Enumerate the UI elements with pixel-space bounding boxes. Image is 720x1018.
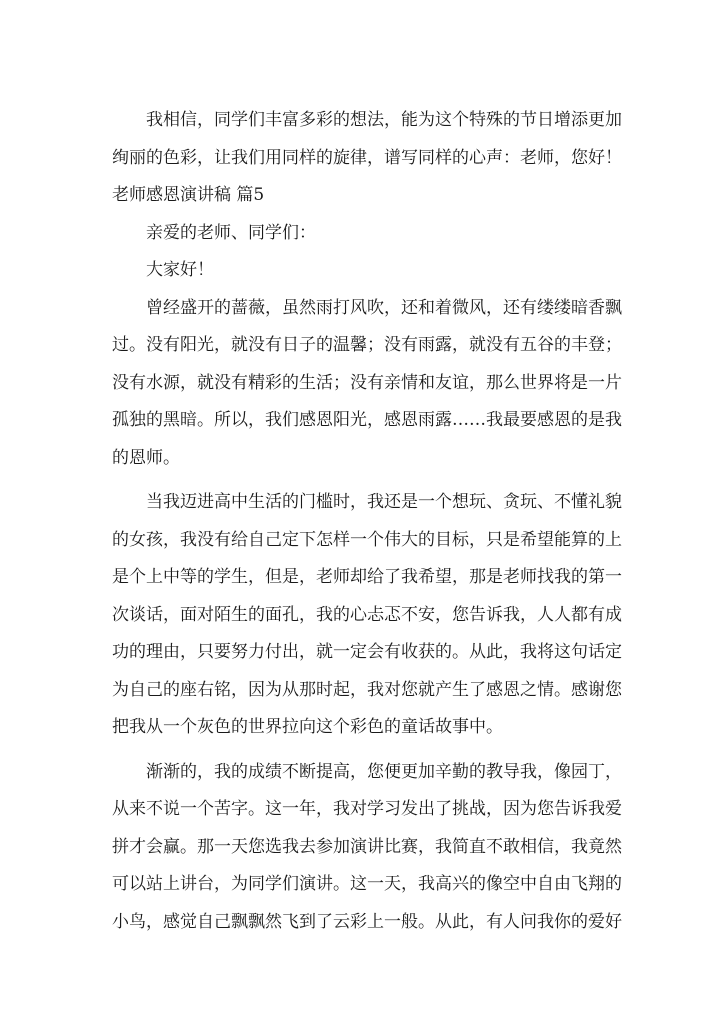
intro-line: 绚丽的色彩，让我们用同样的旋律，谱写同样的心声：老师，您好！: [112, 147, 622, 168]
section-title: 老师感恩演讲稿 篇5: [112, 185, 265, 205]
document-body: [112, 102, 622, 941]
salutation: 亲爱的老师、同学们：: [146, 222, 316, 243]
paragraph-line: 从来不说一个苦字。这一年，我对学习发出了挑战，因为您告诉我爱: [112, 799, 622, 819]
paragraph-line: 过。没有阳光，就没有日子的温馨；没有雨露，就没有五谷的丰登；: [112, 335, 622, 355]
paragraph-line: 当我迈进高中生活的门槛时，我还是一个想玩、贪玩、不懂礼貌: [146, 492, 622, 512]
paragraph-line: 的恩师。: [112, 447, 180, 468]
paragraph-line: 把我从一个灰色的世界拉向这个彩色的童话故事中。: [112, 717, 503, 737]
paragraph-line: 的女孩，我没有给自己定下怎样一个伟大的目标，只是希望能算的上: [112, 529, 622, 550]
paragraph-line: 渐渐的，我的成绩不断提高，您便更加辛勤的教导我，像园丁，: [146, 761, 622, 782]
paragraph-line: 孤独的黑暗。所以，我们感恩阳光，感恩雨露……我最要感恩的是我: [112, 410, 622, 430]
paragraph-line: 拼才会赢。那一天您选我去参加演讲比赛，我简直不敢相信，我竟然: [112, 836, 622, 857]
paragraph-line: 次谈话，面对陌生的面孔，我的心忐忑不安，您告诉我，人人都有成: [112, 604, 622, 625]
greeting: 大家好！: [146, 260, 214, 280]
paragraph-line: 可以站上讲台，为同学们演讲。这一天，我高兴的像空中自由飞翔的: [112, 874, 622, 894]
paragraph-line: 是个上中等的学生，但是，老师却给了我希望，那是老师找我的第一: [112, 567, 622, 587]
paragraph-line: 小鸟，感觉自己飘飘然飞到了云彩上一般。从此，有人问我你的爱好: [112, 911, 622, 932]
paragraph-line: 没有水源，就没有精彩的生活；没有亲情和友谊，那么世界将是一片: [112, 372, 622, 393]
paragraph-line: 为自己的座右铭，因为从那时起，我对您就产生了感恩之情。感谢您: [112, 679, 622, 700]
paragraph-spacer: [112, 747, 610, 754]
paragraph-spacer: [112, 477, 610, 484]
paragraph-line: 功的理由，只要努力付出，就一定会有收获的。从此，我将这句话定: [112, 642, 622, 662]
paragraph-line: 曾经盛开的蔷薇，虽然雨打风吹，还和着微风，还有缕缕暗香飘: [146, 297, 622, 318]
intro-line: 我相信，同学们丰富多彩的想法，能为这个特殊的节日增添更加: [146, 110, 622, 130]
